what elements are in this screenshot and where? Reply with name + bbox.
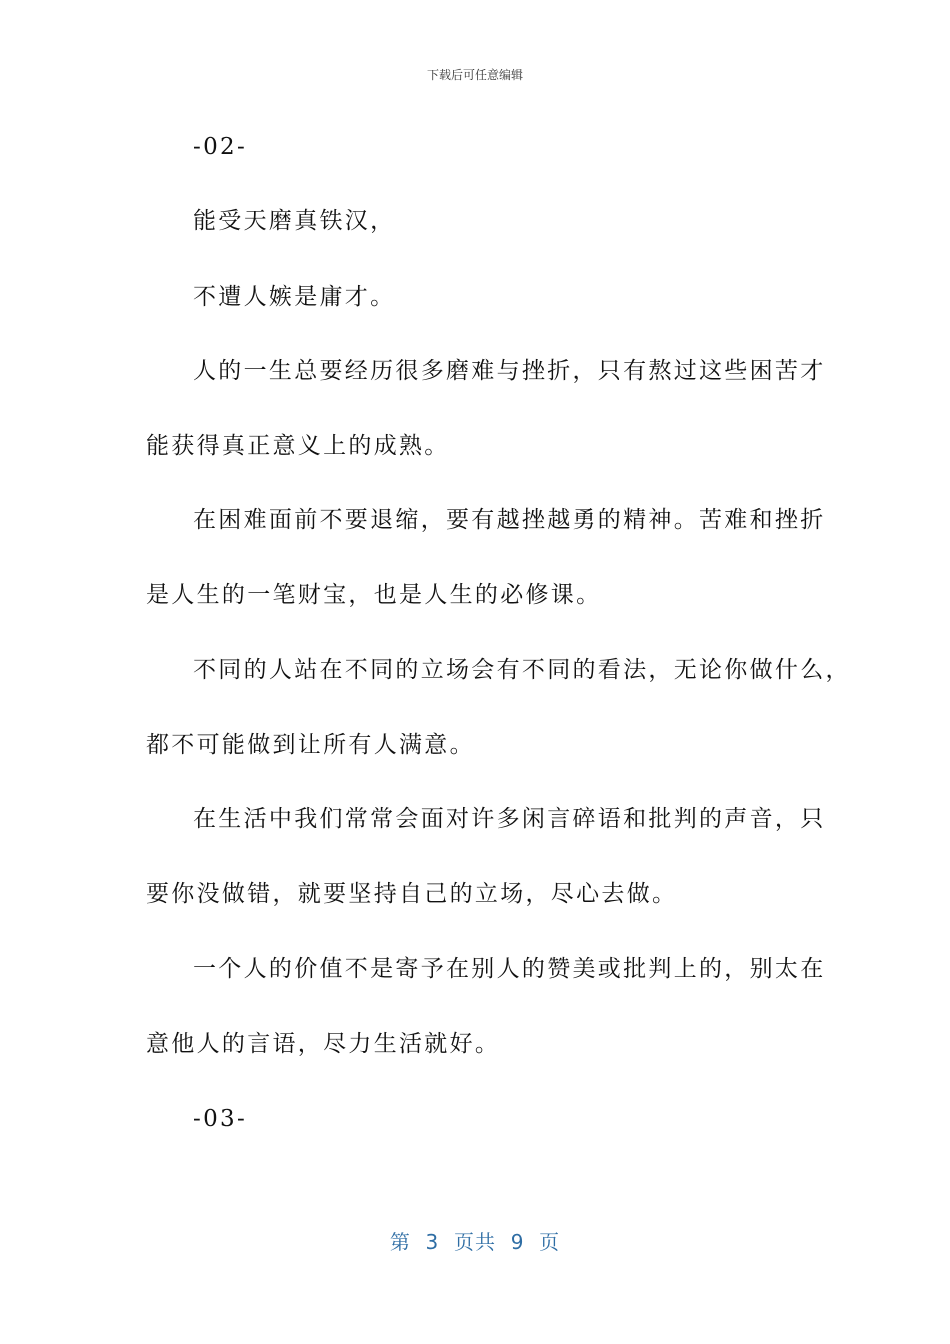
paragraph-1-line-2: 能获得真正意义上的成熟。 — [146, 433, 450, 459]
section-heading-02: -02- — [193, 134, 248, 160]
paragraph-2-line-1: 在困难面前不要退缩，要有越挫越勇的精神。苦难和挫折 — [193, 507, 826, 533]
poem-line-1: 能受天磨真铁汉， — [193, 208, 396, 234]
paragraph-3-line-2: 都不可能做到让所有人满意。 — [146, 732, 475, 758]
paragraph-3-line-1: 不同的人站在不同的立场会有不同的看法，无论你做什么， — [193, 657, 851, 683]
paragraph-4-line-2: 要你没做错，就要坚持自己的立场，尽心去做。 — [146, 881, 678, 907]
header-note: 下载后可任意编辑 — [426, 68, 523, 82]
paragraph-2-line-2: 是人生的一笔财宝，也是人生的必修课。 — [146, 582, 602, 608]
paragraph-5-line-1: 一个人的价值不是寄予在别人的赞美或批判上的，别太在 — [193, 956, 826, 982]
paragraph-5-line-2: 意他人的言语，尽力生活就好。 — [146, 1031, 501, 1057]
paragraph-1-line-1: 人的一生总要经历很多磨难与挫折，只有熬过这些困苦才 — [193, 358, 826, 384]
page-number-footer: 第 3 页共 9 页 — [389, 1230, 561, 1254]
poem-line-2: 不遭人嫉是庸才。 — [193, 284, 396, 310]
section-heading-03: -03- — [193, 1106, 248, 1132]
paragraph-4-line-1: 在生活中我们常常会面对许多闲言碎语和批判的声音，只 — [193, 806, 826, 832]
